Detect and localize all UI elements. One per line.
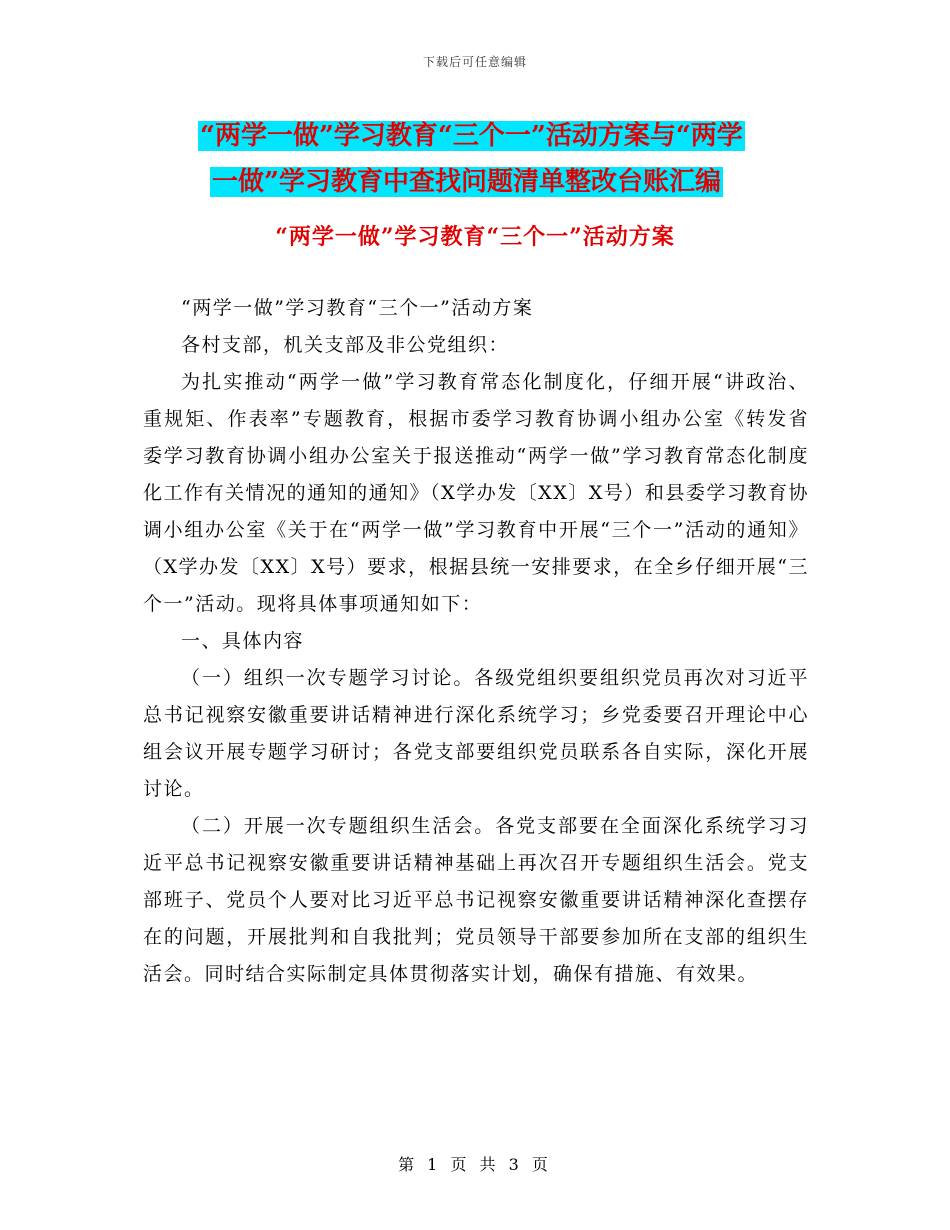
document-body bbox=[143, 290, 809, 993]
document-title-line-1 bbox=[184, 113, 824, 159]
section-title: “两学一做”学习教育“三个一”活动方案 bbox=[275, 224, 675, 250]
paragraph: “两学一做”学习教育“三个一”活动方案 bbox=[181, 297, 534, 319]
paragraph: （二）开展一次专题组织生活会。各党支部要在全面深化系统学习习近平总书记视察安徽重要讲话精神基础上再次召开专题组织生活会。党支部班子、党员个人要对比习近平总书记视察安徽重要讲话精神深化查摆存在的问题，开展批判和自我批判；党员领导干部要参加所在支部的组织生活会。同时结合实际制定具体贯彻落实计划，确保有措施、有效果。 bbox=[143, 815, 809, 985]
document-title bbox=[184, 113, 824, 205]
title-highlight-2: 一做”学习教育中查找问题清单整改台账汇编 bbox=[212, 167, 721, 197]
paragraph: 一、具体内容 bbox=[181, 630, 305, 652]
title-highlight-1: “两学一做”学习教育“三个一”活动方案与“两学 bbox=[200, 121, 743, 151]
page-number: 第 1 页 共 3 页 bbox=[398, 1155, 552, 1174]
paragraph: 各村支部，机关支部及非公党组织： bbox=[181, 334, 510, 356]
document-title-line-2 bbox=[210, 159, 824, 205]
header-note: 下载后可任意编辑 bbox=[422, 55, 527, 69]
paragraph: （一）组织一次专题学习讨论。各级党组织要组织党员再次对习近平总书记视察安徽重要讲话精神进行深化系统学习；乡党委要召开理论中心组会议开展专题学习研讨；各党支部要组织党员联系各自实际，深化开展讨论。 bbox=[143, 667, 809, 800]
paragraph: 为扎实推动“两学一做”学习教育常态化制度化，仔细开展“讲政治、重规矩、作表率”专题教育，根据市委学习教育协调小组办公室《转发省委学习教育协调小组办公室关于报送推动“两学一做”学习教育常态化制度化工作有关情况的通知的通知》（X学办发〔XX〕X号）和县委学习教育协调小组办公室《关于在“两学一做”学习教育中开展“三个一”活动的通知》（X学办发〔XX〕X号）要求，根据县统一安排要求，在全乡仔细开展“三个一”活动。现将具体事项通知如下： bbox=[143, 371, 809, 615]
